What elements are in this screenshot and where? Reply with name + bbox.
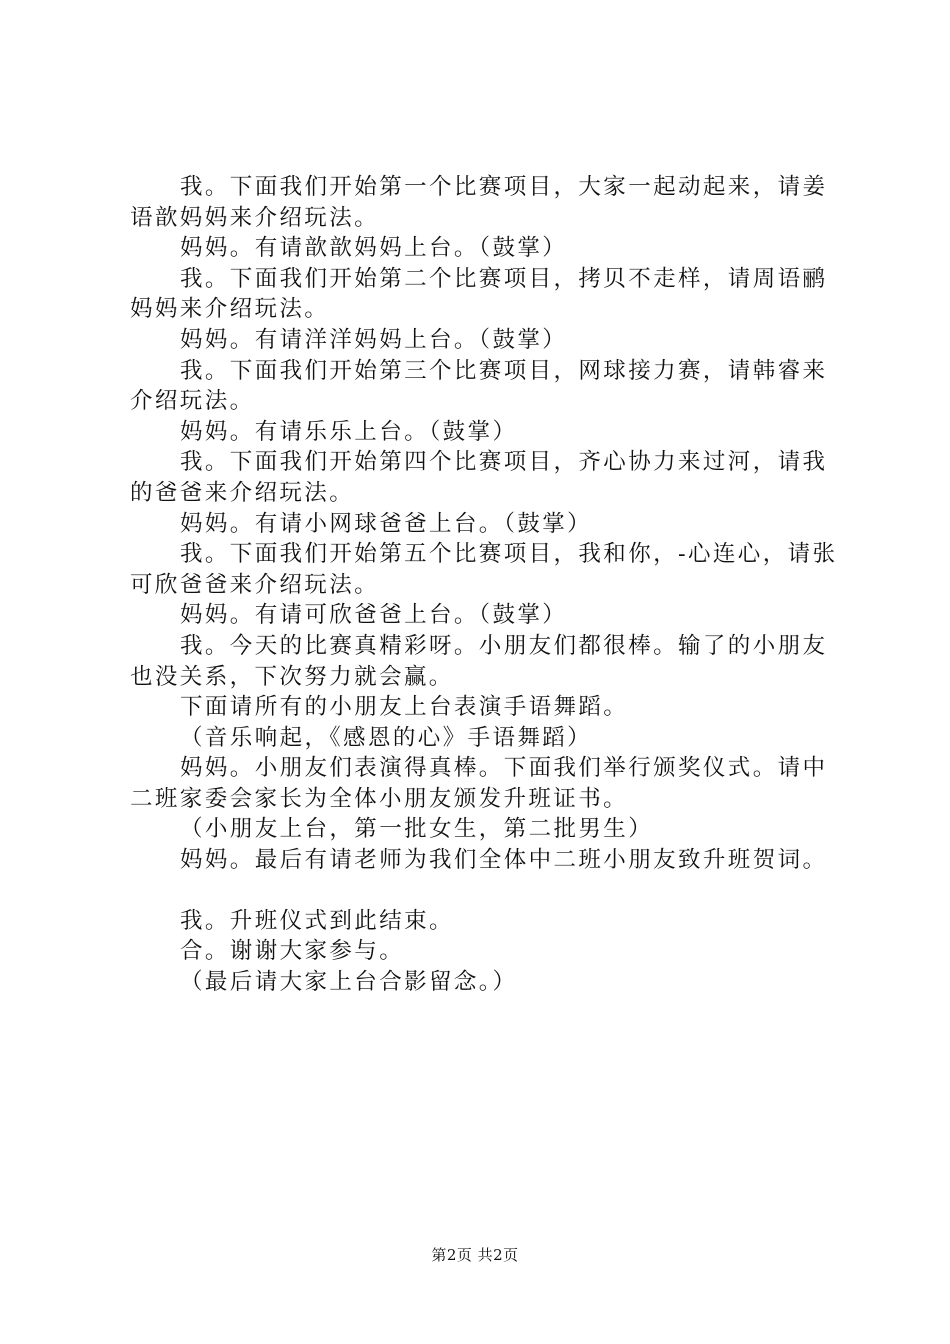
paragraph: 我。下面我们开始第三个比赛项目，网球接力赛，请韩睿来介绍玩法。 [130,357,828,415]
paragraph: 妈妈。有请洋洋妈妈上台。（鼓掌） [180,326,568,353]
paragraph: 我。今天的比赛真精彩呀。小朋友们都很棒。输了的小朋友也没关系，下次努力就会赢。 [130,632,828,690]
paragraph: 我。升班仪式到此结束。 [180,907,454,934]
paragraph: 妈妈。有请歆歆妈妈上台。（鼓掌） [180,235,568,262]
paragraph: 妈妈。小朋友们表演得真棒。下面我们举行颁奖仪式。请中二班家委会家长为全体小朋友颁发升班证书。 [130,755,828,812]
paragraph-gap [130,876,850,906]
paragraph: 我。下面我们开始第二个比赛项目，拷贝不走样，请周语鹂妈妈来介绍玩法。 [130,265,828,323]
page-number-label: 第2页 共2页 [431,1246,519,1264]
paragraph: （最后请大家上台合影留念。） [180,968,518,995]
paragraph: 我。下面我们开始第四个比赛项目，齐心协力来过河，请我的爸爸来介绍玩法。 [130,449,828,506]
paragraph: 妈妈。有请乐乐上台。（鼓掌） [180,418,518,445]
paragraph: （音乐响起，《感恩的心》手语舞蹈） [180,724,593,751]
paragraph: （小朋友上台，第一批女生，第二批男生） [180,816,654,843]
paragraph: 合。谢谢大家参与。 [180,938,405,965]
paragraph: 我。下面我们开始第一个比赛项目，大家一起动起来，请姜语歆妈妈来介绍玩法。 [130,174,828,231]
page-footer [0,1244,950,1265]
paragraph: 妈妈。最后有请老师为我们全体中二班小朋友致升班贺词。 [180,847,828,874]
paragraph: 妈妈。有请小网球爸爸上台。（鼓掌） [180,510,593,537]
paragraph: 下面请所有的小朋友上台表演手语舞蹈。 [180,694,629,721]
paragraph: 妈妈。有请可欣爸爸上台。（鼓掌） [180,602,568,629]
paragraph: 我。下面我们开始第五个比赛项目，我和你，-心连心，请张可欣爸爸来介绍玩法。 [130,541,838,598]
document-body [130,172,850,997]
